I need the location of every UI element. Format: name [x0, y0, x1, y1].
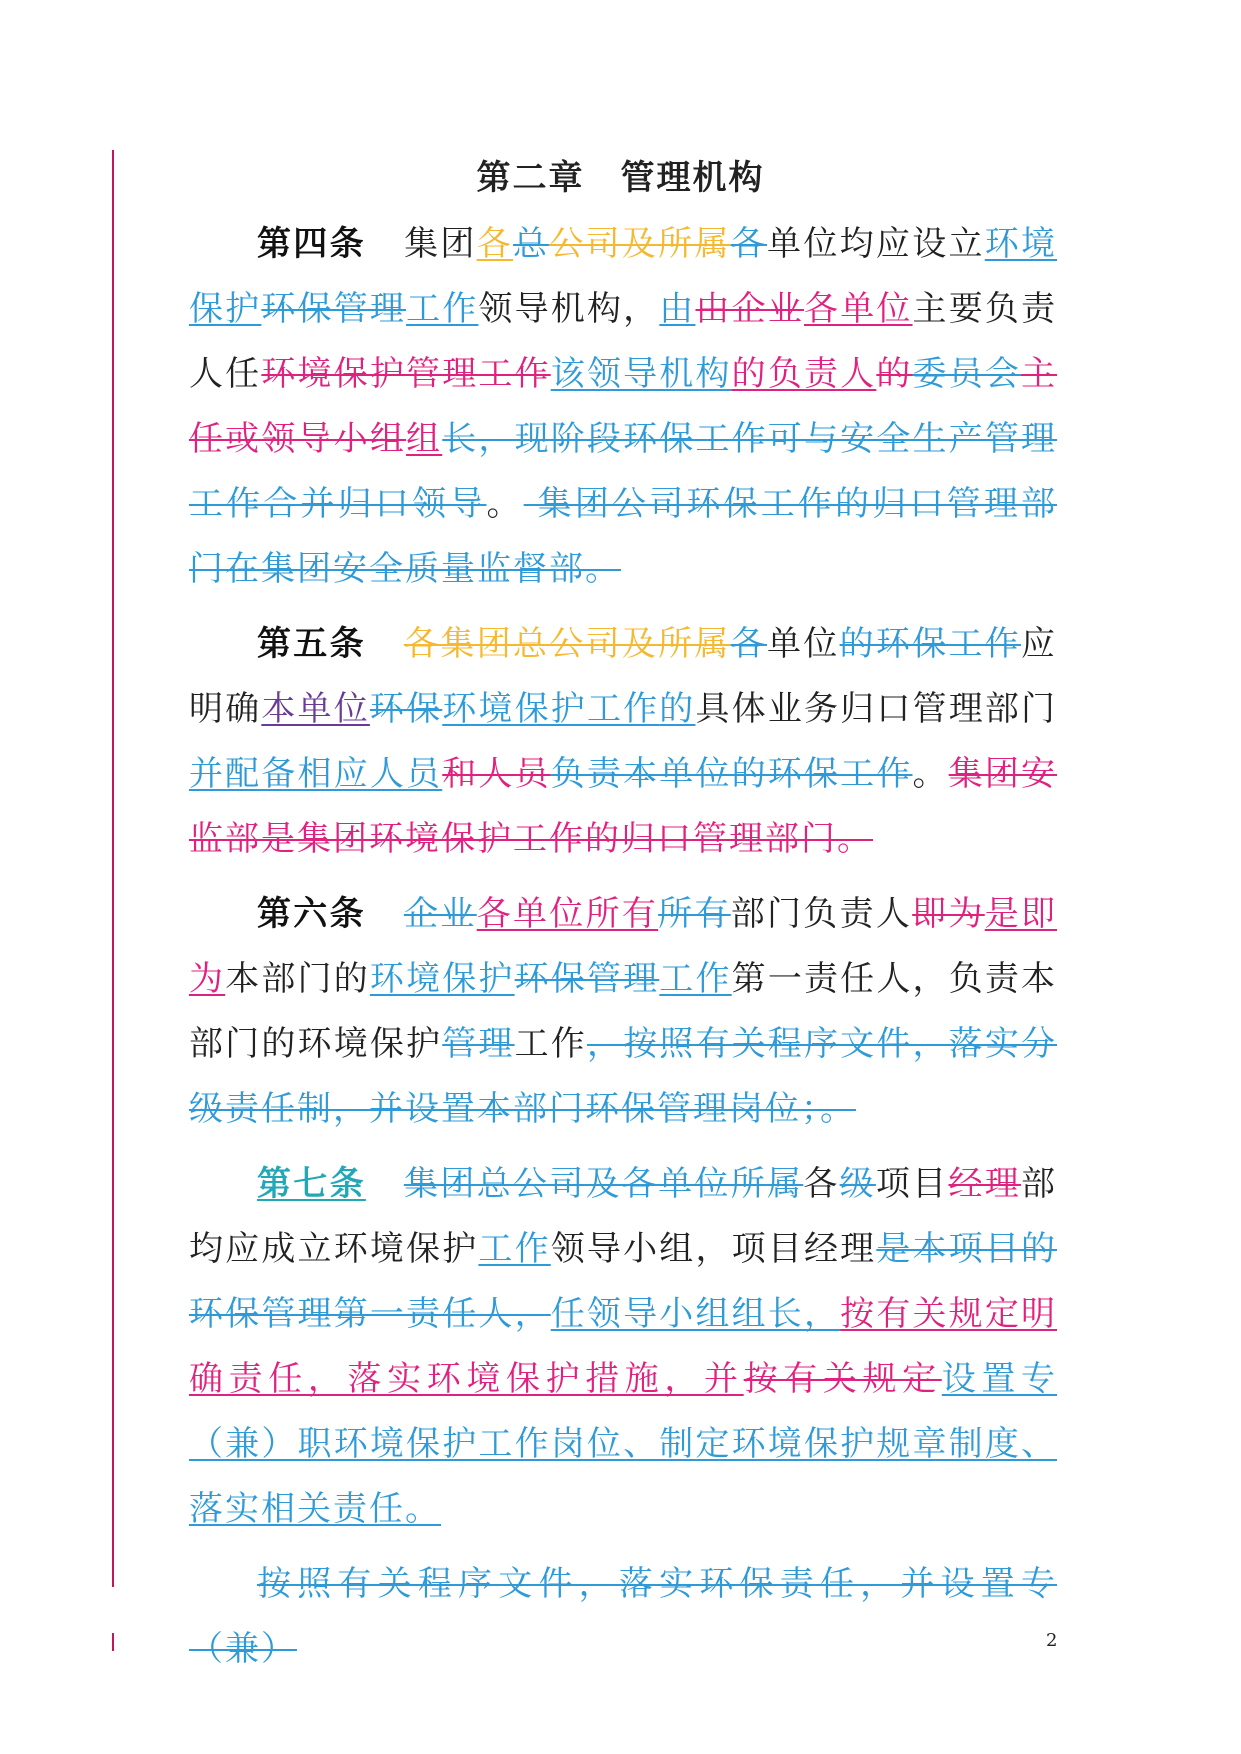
deleted-text: 委员会 — [912, 354, 1022, 394]
deleted-text: 管理 — [442, 1024, 515, 1064]
text-segment: 部门负责人 — [730, 894, 913, 934]
inserted-text: 本单位 — [261, 689, 370, 729]
article-5-paragraph — [189, 612, 1057, 872]
text-segment: 单位 — [767, 624, 840, 664]
deleted-text: 公司及所属 — [549, 224, 731, 264]
text-segment: 项目 — [875, 1164, 949, 1204]
text-segment: 主要负责人任 — [189, 289, 1058, 394]
text-segment: 集团 — [403, 224, 477, 264]
deleted-text: 长，现阶段环保工作可与安全生产管理工作合并归口领导 — [189, 419, 1058, 524]
inserted-text: 环境保护 — [189, 224, 1058, 329]
inserted-text: 环境保护工作 — [442, 689, 660, 729]
document-body — [189, 212, 1057, 1682]
article-label: 第六条 — [257, 894, 366, 934]
deleted-text: 按有关规定 — [743, 1359, 942, 1399]
deleted-text: 负责本单位的环保工作 — [550, 754, 913, 794]
deleted-text: 各 — [730, 624, 768, 664]
inserted-text: 环境保护 — [369, 959, 515, 999]
deleted-paragraph — [189, 1552, 1057, 1682]
inserted-text: 并配备相应人员 — [189, 754, 443, 794]
article-label: 第七条 — [257, 1164, 366, 1204]
inserted-text: 各 — [476, 224, 514, 264]
inserted-text: 组 — [406, 419, 443, 459]
article-4-paragraph — [189, 212, 1057, 602]
inserted-text: 的 — [659, 689, 696, 729]
inserted-text: 该 — [550, 354, 587, 394]
deleted-text: 经理 — [948, 1164, 1022, 1204]
deleted-text: 按照有关程序文件，落实环保责任，并设置专（兼） — [189, 1564, 1057, 1669]
article-7-paragraph — [189, 1152, 1057, 1542]
deleted-text: 级 — [839, 1164, 876, 1204]
deleted-text: 的环保工作 — [839, 624, 1022, 664]
deleted-text: 的 — [876, 354, 913, 394]
inserted-text: 工作 — [478, 1229, 551, 1269]
page-number: 2 — [1046, 1630, 1058, 1651]
deleted-text: 环保管理 — [514, 959, 660, 999]
inserted-text: 是即为 — [189, 894, 1058, 999]
deleted-text: 所有 — [658, 894, 731, 934]
inserted-text: 各单位 — [804, 289, 913, 329]
inserted-text: 任领导小组组长， — [550, 1294, 841, 1334]
deleted-text: 企业 — [403, 894, 477, 934]
deleted-text: 各集团总公司及所属 — [403, 624, 731, 664]
deleted-text: 即为 — [912, 894, 985, 934]
deleted-text: ，按照有关程序文件，落实分级责任制，并设置本部门环保管理岗位；。 — [189, 1024, 1058, 1129]
article-6-paragraph — [189, 882, 1057, 1142]
text-segment: 领导小组，项目经理 — [550, 1229, 877, 1269]
text-segment: 。 — [486, 484, 524, 524]
deleted-text: 和人员 — [442, 754, 551, 794]
deleted-text: 集团公司环保工作的归口管理部门在集团安全质量监督部。 — [189, 484, 1058, 589]
inserted-text: 领导机构 — [586, 354, 732, 394]
text-segment: 应明确 — [189, 624, 1058, 729]
inserted-text: 由 — [659, 289, 696, 329]
article-label: 第五条 — [257, 624, 366, 664]
article-label: 第四条 — [257, 224, 366, 264]
text-segment: 各 — [803, 1164, 840, 1204]
deleted-text: 环保 — [369, 689, 443, 729]
text-segment: 单位均应设立 — [767, 224, 985, 264]
deleted-text: 是本项目的环保管理第一责任人， — [189, 1229, 1058, 1334]
text-segment: 部均应成立环境保护 — [189, 1164, 1058, 1269]
revision-margin-bar — [112, 150, 114, 1587]
revision-margin-bar-footer — [112, 1633, 114, 1651]
deleted-text: 环保管理 — [261, 289, 407, 329]
deleted-text: 总 — [513, 224, 550, 264]
deleted-text: 各 — [730, 224, 768, 264]
text-segment: 工作 — [514, 1024, 587, 1064]
text-segment: 具体业务归口管理部门 — [695, 689, 1058, 729]
inserted-text: 工作 — [659, 959, 732, 999]
inserted-text: 的负责人 — [731, 354, 877, 394]
text-segment: 第一责任人，负责本部门的环境保护 — [189, 959, 1058, 1064]
deleted-text: 环境保护管理工作 — [261, 354, 551, 394]
inserted-text: 设置专（兼）职环境保护工作岗位、制定环境保护规章制度、落实相关责任。 — [189, 1359, 1058, 1529]
inserted-text: 工作 — [406, 289, 479, 329]
deleted-text: 集团安监部是集团环境保护工作的归口管理部门。 — [189, 754, 1058, 859]
text-segment: 。 — [912, 754, 949, 794]
inserted-text: 各单位所有 — [476, 894, 659, 934]
deleted-text: 由企业 — [695, 289, 805, 329]
inserted-text: 按有关规定明确责任，落实环境保护措施，并 — [189, 1294, 1058, 1399]
deleted-text: 主任或领导小组 — [189, 354, 1058, 459]
chapter-title: 第二章 管理机构 — [476, 158, 765, 198]
deleted-text: 集团总公司及各单位所属 — [403, 1164, 804, 1204]
text-segment: 本部门的 — [225, 959, 370, 999]
text-segment: 领导机构， — [478, 289, 660, 329]
